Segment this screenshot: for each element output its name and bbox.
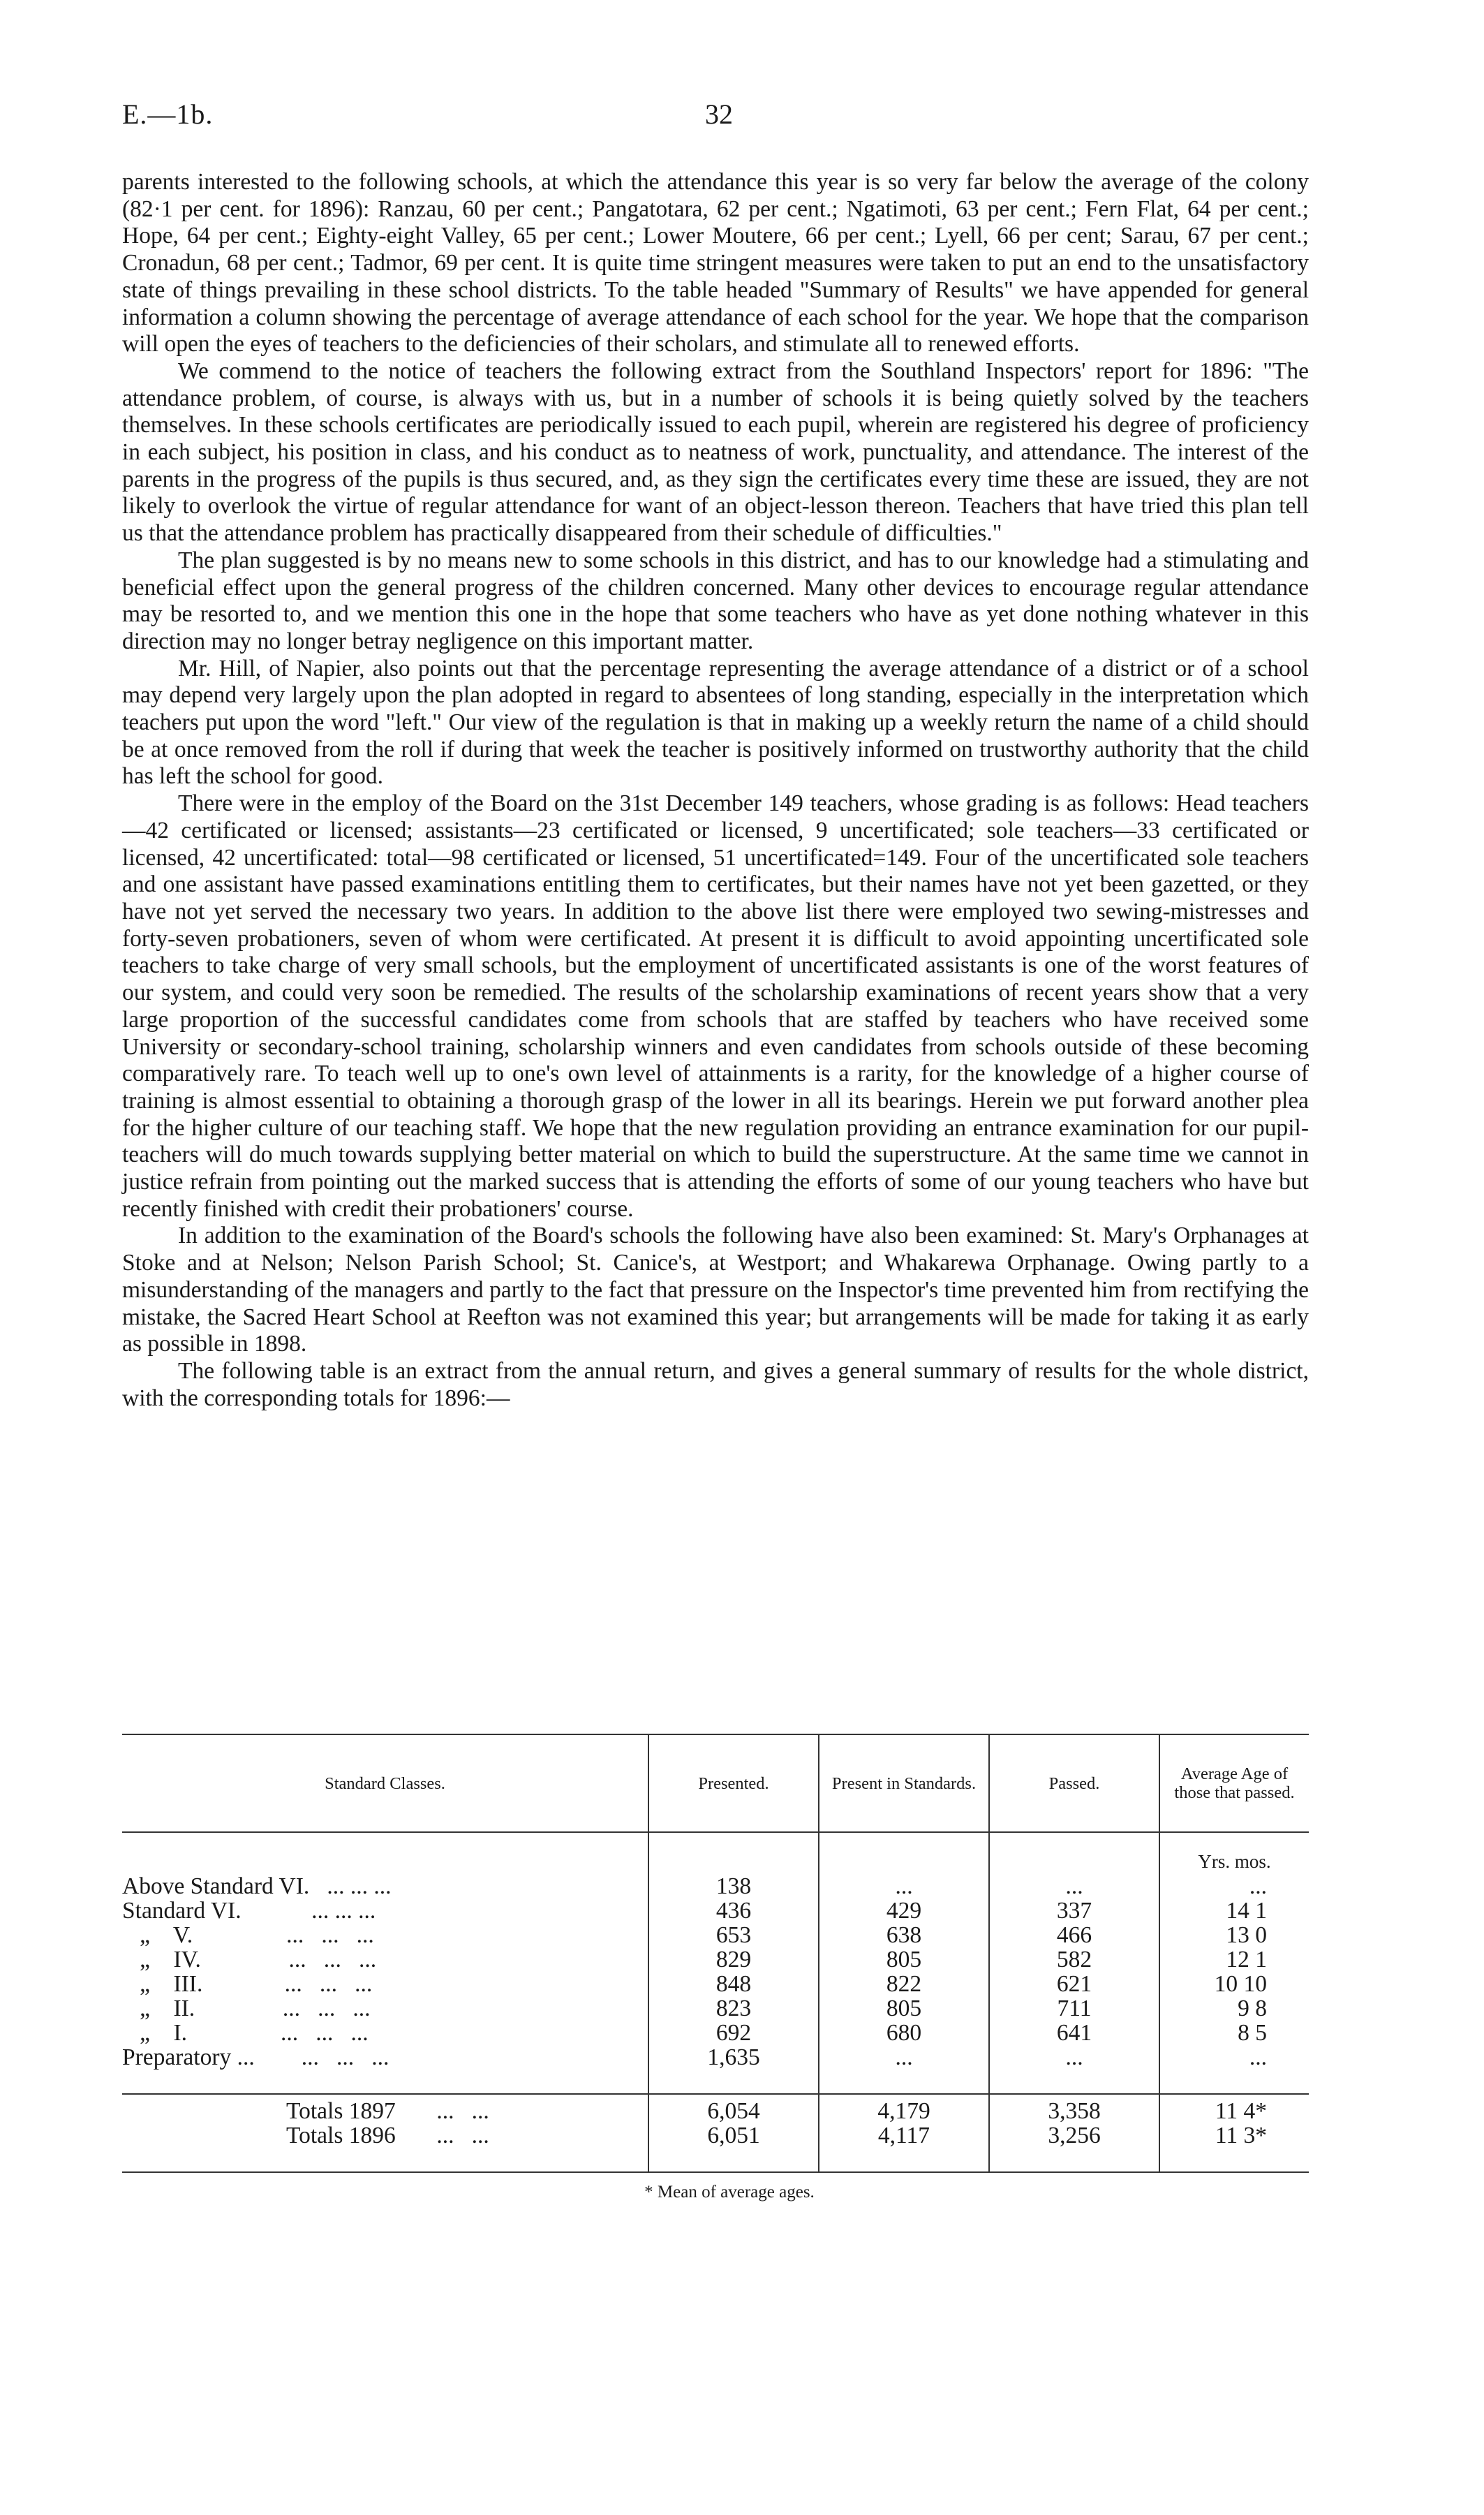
column-header: Present in Standards. [819,1734,989,1832]
table-row: Above Standard VI. ... ... ... 138 ... ... ... [122,1874,1309,1898]
table-footnote: * Mean of average ages. [644,2183,815,2201]
body-text [122,169,1309,1412]
table-row: „ I. ... ... ... 692 680 641 8 5 [122,2021,1309,2045]
age-unit: Yrs. mos. [1159,1832,1309,1874]
paragraph: There were in the employ of the Board on the 31st December 149 teachers, whose grading is as follows: Head teachers—42 certificated or licensed; assistants—23 certificated or licensed, 9 uncertificated; sole teachers—33 certificated or licensed, 42 uncertificated: total—98 certificated or licensed, 51 uncertificated=149. Four of the uncertificated sole teachers and one assistant have passed examinations entitling them to certificates, but their names have not yet been gazetted, or they have not yet served the necessary two years. In addition to the above list there were employed two sewing-mistresses and forty-seven probationers, seven of whom were certificated. At present it is difficult to avoid appointing uncertificated sole teachers to take charge of very small schools, but the employment of uncertificated assistants is one of the worst features of our system, and could very soon be remedied. The results of the scholarship examinations of recent years show that a very large proportion of the successful candidates come from schools that are staffed by teachers who have received some University or secondary-school training, scholarship winners and even candidates from schools outside of these becoming comparatively rare. To teach well up to one's own level of attainments is a rarity, for the knowledge of a higher course of training is almost essential to obtaining a thorough grasp of the lower in all its bearings. Herein we put forward another plea for the higher culture of our teaching staff. We hope that the new regulation providing an entrance examination for our pupil-teachers will do much towards supplying better material on which to build the superstructure. At the same time we cannot in justice refrain from pointing out the marked success that is attending the efforts of some of our young teachers who have but recently finished with credit their probationers' course. [122,790,1309,1222]
table-header-row [122,1734,1309,1832]
column-header: Presented. [648,1734,819,1832]
paragraph: We commend to the notice of teachers the following extract from the Southland Inspectors' report for 1896: "The attendance problem, of course, is always with us, but in a number of schools it is being quietly solved by the teachers themselves. In these schools certificates are periodically issued to each pupil, wherein are registered his degree of proficiency in each subject, his position in class, and his conduct as to neatness of work, punctuality, and attendance. The interest of the parents in the progress of the pupils is thus secured, and, as they sign the certificates every time these are issued, they are not likely to overlook the virtue of regular attendance for want of an object-lesson thereon. Teachers that have tried this plan tell us that the attendance problem has practically disappeared from their schedule of difficulties." [122,357,1309,547]
table-row: Standard VI. ... ... ... 436 429 337 14 1 [122,1898,1309,1923]
table-row: „ V. ... ... ... 653 638 466 13 0 [122,1923,1309,1947]
paragraph: In addition to the examination of the Board's schools the following have also been examined: St. Mary's Orphanages at Stoke and at Nelson; Nelson Parish School; St. Canice's, at Westport; and Whakarewa Orphanage. Owing partly to a misunderstanding of the managers and partly to the fact that pressure on the Inspector's time prevented him from rectifying the mistake, the Sacred Heart School at Reefton was not examined this year; but arrangements will be made for taking it as early as possible in 1898. [122,1223,1309,1357]
page-number: 32 [705,98,733,130]
table-row: „ III. ... ... ... 848 822 621 10 10 [122,1972,1309,1996]
paragraph: The following table is an extract from the annual return, and gives a general summary of results for the whole district, with the corresponding totals for 1896:— [122,1357,1309,1411]
units-row [122,1832,1309,1874]
column-header: Standard Classes. [122,1734,648,1832]
paragraph: parents interested to the following schools, at which the attendance this year is so very far below the average of the colony (82·1 per cent. for 1896): Ranzau, 60 per cent.; Pangatotara, 62 per cent.; Ngatimoti, 63 per cent.; Fern Flat, 64 per cent.; Hope, 64 per cent.; Eighty-eight Valley, 65 per cent.; Lower Moutere, 66 per cent.; Lyell, 66 per cent; Sarau, 67 per cent.; Cronadun, 68 per cent.; Tadmor, 69 per cent. It is quite time stringent measures were taken to put an end to the unsatisfactory state of things prevailing in these school districts. To the table headed "Summary of Results" we have appended for general information a column showing the percentage of average attendance of each school for the year. We hope that the comparison will open the eyes of teachers to the deficiencies of their scholars, and stimulate all to renewed efforts. [122,169,1309,357]
results-summary-table [122,1734,1309,2202]
document-reference: E.—1b. [122,98,214,130]
column-header: Passed. [989,1734,1159,1832]
column-header: Average Age of those that passed. [1159,1734,1309,1832]
totals-row: Totals 1897 ... ... 6,054 4,179 3,358 11 4* [122,2094,1309,2123]
totals-row: Totals 1896 ... ... 6,051 4,117 3,256 11 3* [122,2123,1309,2172]
table-row: „ IV. ... ... ... 829 805 582 12 1 [122,1947,1309,1972]
page-header [122,98,1309,140]
paragraph: The plan suggested is by no means new to some schools in this district, and has to our knowledge had a stimulating and beneficial effect upon the general progress of the children concerned. Many other devices to encourage regular attendance may be resorted to, and we mention this one in the hope that some teachers who have as yet done nothing whatever in this direction may no longer betray negligence on this important matter. [122,547,1309,654]
paragraph: Mr. Hill, of Napier, also points out that the percentage representing the average attendance of a district or of a school may depend very largely upon the plan adopted in regard to absentees of long standing, especially in the interpretation which teachers put upon the word "left." Our view of the regulation is that in making up a weekly return the name of a child should be at once removed from the roll if during that week the teacher is positively informed on trustworthy authority that the child has left the school for good. [122,655,1309,790]
table-row: Preparatory ... ... ... ... 1,635 ... ... ... [122,2045,1309,2094]
table-row: „ II. ... ... ... 823 805 711 9 8 [122,1996,1309,2021]
